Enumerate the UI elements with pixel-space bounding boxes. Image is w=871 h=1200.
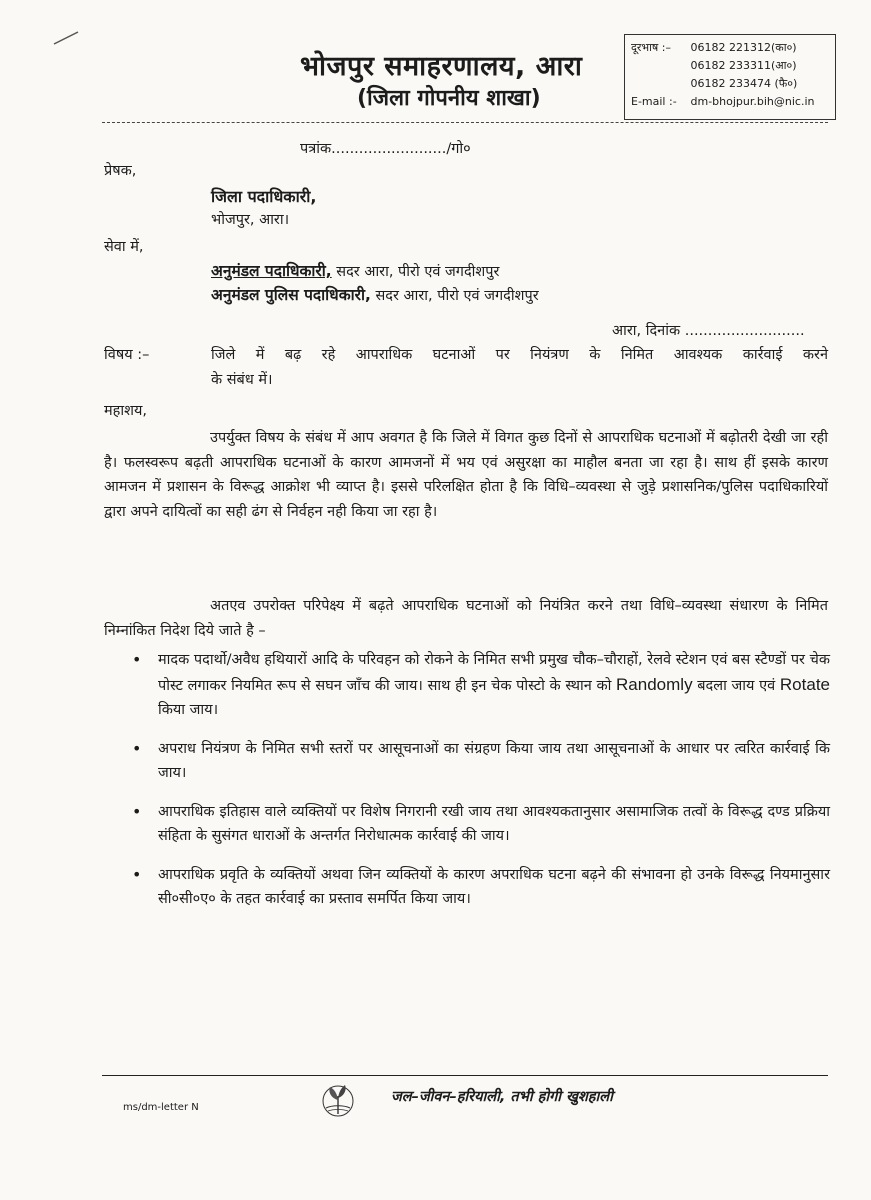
directive-1-english-word-2: Rotate (779, 674, 830, 694)
pen-mark-icon (52, 30, 82, 46)
phone-number-2: 06182 233311(आ०) (690, 59, 797, 72)
office-title: भोजपुर समाहरणालय, आरा (300, 51, 583, 82)
recipient-1-place: सदर आरा, पीरो एवं जगदीशपुर (331, 264, 500, 280)
date-line: आरा, दिनांक .......................... (612, 323, 805, 339)
subject-line-2: के संबंध में। (211, 372, 273, 388)
body-paragraph-2: अतएव उपरोक्त परिपेक्ष्य में बढ़ते आपराधिक घटनाओं को नियंत्रित करने तथा विधि–व्यवस्था संधारण के निमित निम्नांकित निदेश दिये जाते है – (104, 598, 828, 639)
bullet-icon: • (132, 801, 142, 821)
bullet-icon: • (132, 650, 142, 669)
recipient-1-title: अनुमंडल पदाधिकारी, (211, 262, 332, 280)
directive-2-text: अपराध नियंत्रण के निमित सभी स्तरों पर आसूचनाओं का संग्रहण किया जाय तथा आसूचनाओं के आधार पर त्वरित कार्रवाई कि जाय। (158, 740, 830, 781)
salutation: महाशय, (104, 403, 148, 419)
footer-divider (102, 1075, 828, 1076)
body-paragraph-1: उपर्युक्त विषय के संबंध में आप अवगत है कि जिले में विगत कुछ दिनों से आपराधिक घटनाओं में बढ़ोतरी देखी जा रही है। फलस्वरूप बढ़ती आपराधिक घटनाओं के कारण आमजनों में भय एवं असुरक्षा का माहौल बनता जा रहा है। साथ हीं इसके कारण आमजन में प्रशासन के विरूद्ध आक्रोश भी व्याप्त है। इससे परिलक्षित होता है कि विधि–व्यवस्था से जुड़े प्रशासनिक/पुलिस पदाधिकारियों द्वारा अपने दायित्वों का सही ढंग से निर्वहन नही किया जा रहा है। (104, 430, 828, 520)
phone-number-1: 06182 221312(का०) (690, 41, 797, 54)
footer-slogan: जल–जीवन–हरियाली, तभी होगी खुशहाली (391, 1089, 613, 1105)
file-reference: ms/dm-letter N (123, 1102, 199, 1113)
directive-item (130, 648, 830, 723)
email-label: E-mail :- (631, 95, 677, 108)
jal-jeevan-hariyali-logo-icon (318, 1080, 358, 1118)
fax-number: 06182 233474 (फै०) (690, 77, 798, 90)
recipient-2-title: अनुमंडल पुलिस पदाधिकारी, (211, 286, 371, 304)
bullet-icon: • (132, 864, 142, 884)
directive-1-text-cont: बदला जाय एवं (692, 677, 780, 694)
recipient-label: सेवा में, (104, 239, 144, 255)
recipient-2-place: सदर आरा, पीरो एवं जगदीशपुर (370, 288, 539, 304)
directive-1-text-end: किया जाय। (158, 702, 219, 718)
sender-place: भोजपुर, आरा। (211, 212, 290, 228)
subject-label: विषय :– (104, 347, 150, 363)
directive-4-text: आपराधिक प्रवृति के व्यक्तियों अथवा जिन व्यक्तियों के कारण अपराधिक घटना बढ़ने की संभावना हो उनके विरूद्ध नियमानुसार सी०सी०ए० के तहत कार्रवाई का प्रस्ताव समर्पित किया जाय। (158, 866, 830, 907)
directive-list (130, 648, 830, 926)
recipient-2 (211, 283, 539, 305)
header-divider (102, 122, 828, 123)
sender-label: प्रेषक, (104, 163, 137, 179)
directive-1-english-word: Randomly (616, 674, 693, 694)
directive-3-text: आपराधिक इतिहास वाले व्यक्तियों पर विशेष निगरानी रखी जाय तथा आवश्यकतानुसार असामाजिक तत्वों के विरूद्ध दण्ड प्रक्रिया संहिता के सुसंगत धाराओं के अन्तर्गत निरोधात्मक कार्रवाई की जाय। (158, 803, 830, 844)
phone-label: दूरभाष :– (631, 41, 671, 54)
directive-item (130, 863, 830, 912)
subject-line-1: जिले में बढ़ रहे आपराधिक घटनाओं पर नियंत्रण के निमित आवश्यक कार्रवाई करने (211, 347, 828, 363)
recipient-1 (211, 259, 499, 281)
contact-box (624, 34, 836, 120)
directive-item (130, 800, 830, 849)
email-address: dm-bhojpur.bih@nic.in (690, 95, 815, 108)
bullet-icon: • (132, 738, 142, 758)
sender-name: जिला पदाधिकारी, (211, 187, 317, 206)
office-subtitle: (जिला गोपनीय शाखा) (357, 86, 541, 111)
letter-number: पत्रांक........................./गो० (300, 141, 471, 157)
directive-1-text: मादक पदार्थो/अवैध हथियारों आदि के परिवहन को रोकने के निमित सभी प्रमुख चौक–चौराहों, रेलवे स्टेशन एवं बस स्टैण्डों पर चेक पोस्ट लगाकर नियमित रूप से सघन जाँच की जाय। साथ ही इन चेक पोस्टो के स्थान को (158, 652, 830, 694)
directive-item (130, 737, 830, 786)
